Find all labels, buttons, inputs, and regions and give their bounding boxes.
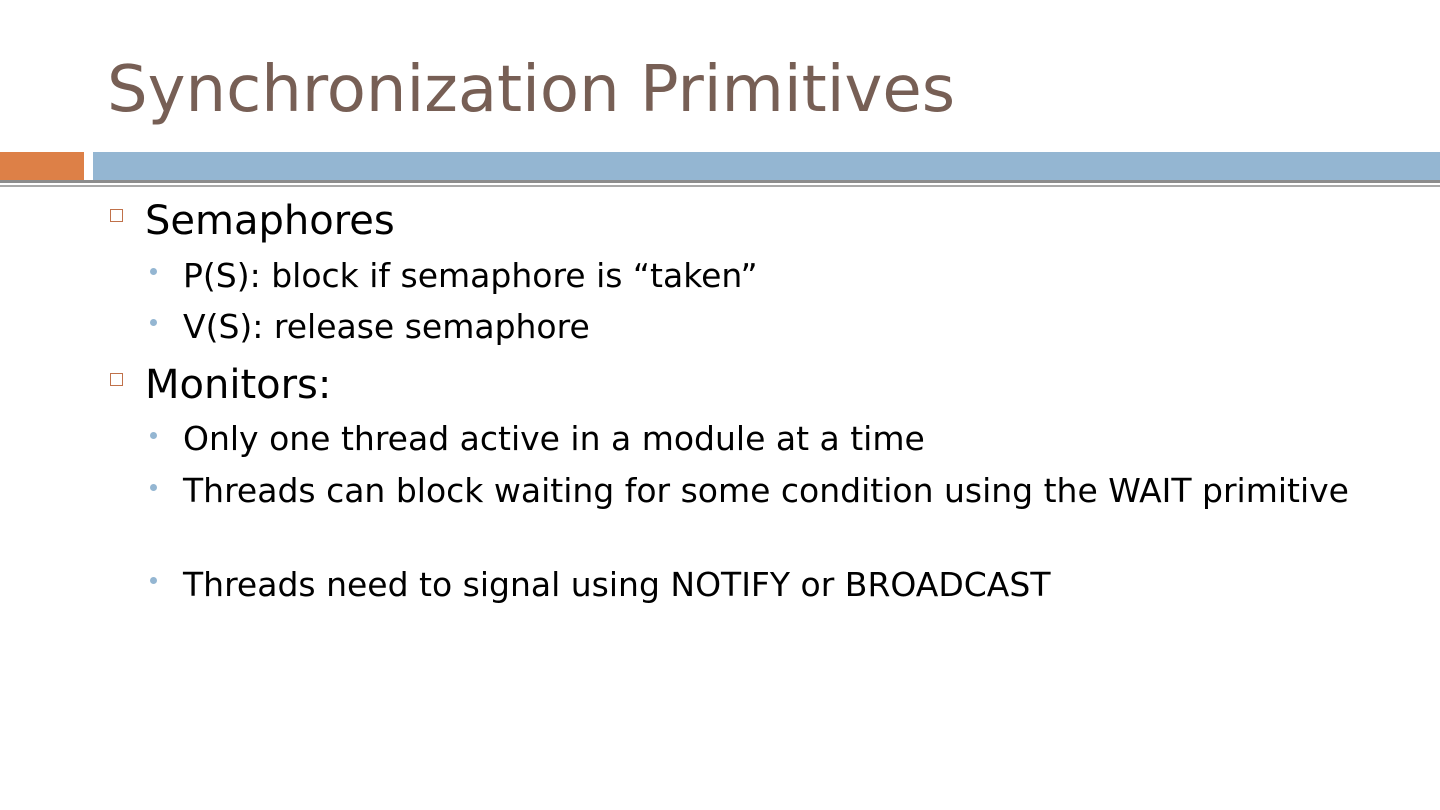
dot-bullet-icon xyxy=(150,319,157,326)
accent-bar-blue xyxy=(93,152,1440,180)
dot-bullet-icon xyxy=(150,268,157,275)
square-bullet-icon xyxy=(110,373,123,386)
bullet-heading-semaphores: Semaphores xyxy=(145,198,395,244)
sub-bullet-text: Only one thread active in a module at a time xyxy=(183,419,925,458)
slide-title: Synchronization Primitives xyxy=(107,53,956,127)
square-bullet-icon xyxy=(110,209,123,222)
bullet-heading-monitors: Monitors: xyxy=(145,362,332,408)
dot-bullet-icon xyxy=(150,577,157,584)
sub-bullet-text: V(S): release semaphore xyxy=(183,307,590,346)
divider-rule-secondary xyxy=(0,185,1440,187)
sub-bullet-text: Threads need to signal using NOTIFY or BROADCAST xyxy=(183,565,1051,604)
sub-bullet-text: Threads can block waiting for some condition using the WAIT primitive xyxy=(183,471,1349,510)
dot-bullet-icon xyxy=(150,484,157,491)
divider-rule xyxy=(0,180,1440,183)
accent-bar-orange xyxy=(0,152,84,180)
sub-bullet-text: P(S): block if semaphore is “taken” xyxy=(183,256,758,295)
dot-bullet-icon xyxy=(150,432,157,439)
